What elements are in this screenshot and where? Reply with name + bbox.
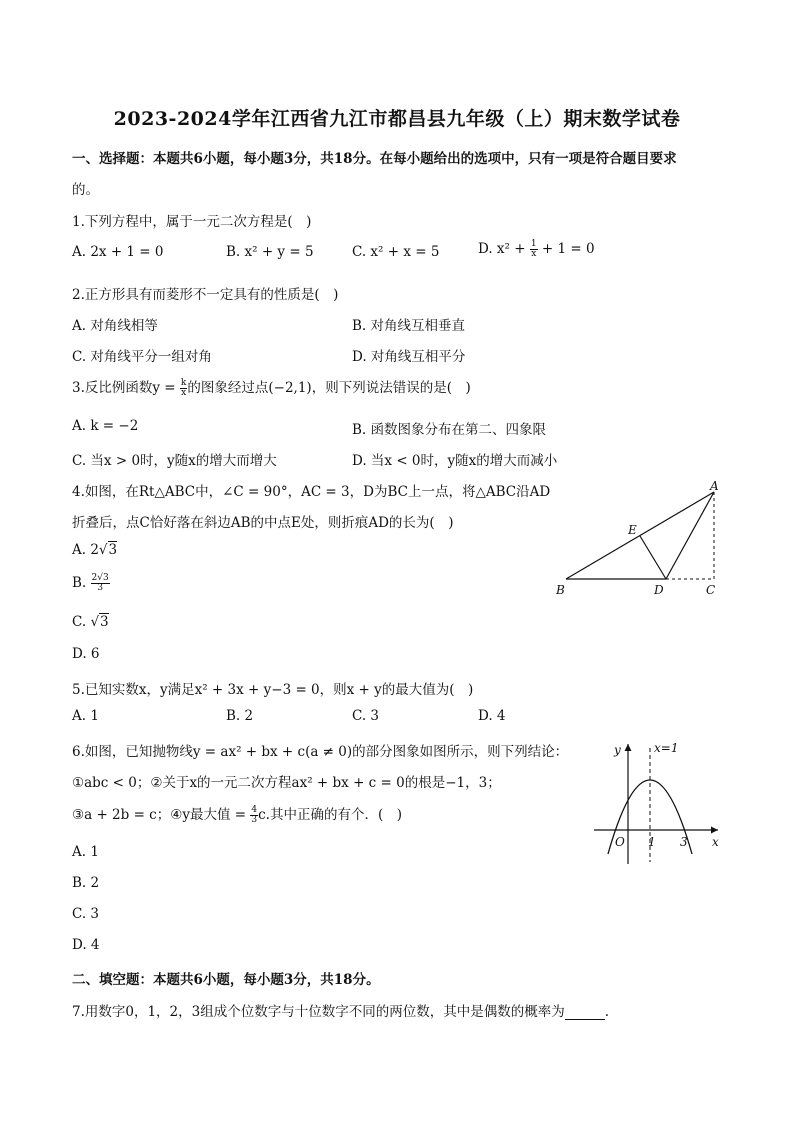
- q6-denominator: 3: [251, 815, 258, 825]
- q4-segment-ab: [566, 492, 714, 579]
- q2-option-b: B. 对角线互相垂直: [352, 318, 466, 334]
- q1-option-d-suffix: + 1 = 0: [537, 241, 595, 257]
- q4-b-prefix: B.: [72, 575, 91, 591]
- q1-stem: 1.下列方程中，属于一元二次方程是( ): [72, 214, 312, 230]
- q4-stem-line1: 4.如图，在Rt△ABC中，∠C = 90°，AC = 3，D为BC上一点，将△ABC沿AD: [72, 484, 551, 500]
- q1-d-numerator: 1: [530, 239, 537, 249]
- q4-b-denominator: 3: [97, 583, 103, 593]
- q4-b-numerator: 2√3: [91, 573, 109, 583]
- q1-option-d-fraction: [530, 240, 538, 259]
- q4-label-d: D: [654, 583, 664, 597]
- q6-label-y: y: [614, 743, 621, 757]
- q4-option-b: [72, 574, 110, 593]
- q7-stem: [72, 1000, 609, 1020]
- page-title: 2023-2024学年江西省九江市都昌县九年级（上）期末数学试卷: [113, 108, 681, 130]
- q6-option-d: D. 4: [72, 937, 100, 953]
- q1-option-d-prefix: D. x² +: [478, 241, 530, 257]
- q3-option-a: A. k = −2: [72, 418, 139, 434]
- q6-label-origin: O: [615, 835, 625, 849]
- q4-c-radicand: 3: [100, 614, 109, 630]
- q6-option-b: B. 2: [72, 875, 100, 891]
- q6-stem3-suffix: c.其中正确的有个．( ): [258, 807, 402, 823]
- q6-label-x: x: [712, 835, 719, 849]
- q4-option-c: [72, 614, 109, 630]
- q4-label-e: E: [628, 523, 637, 537]
- q6-stem-line3: [72, 803, 402, 825]
- q4-a-prefix: A. 2: [72, 542, 99, 558]
- q3-option-b: B. 函数图象分布在第二、四象限: [352, 422, 547, 438]
- q6-label-three: 3: [680, 835, 688, 849]
- q5-stem: 5.已知实数x，y满足x² + 3x + y−3 = 0，则x + y的最大值为( ): [72, 682, 474, 698]
- q4-label-b: B: [556, 583, 565, 597]
- q2-stem: 2.正方形具有而菱形不一定具有的性质是( ): [72, 287, 339, 303]
- q4-option-a: [72, 542, 117, 558]
- q2-option-a: A. 对角线相等: [72, 318, 158, 334]
- q6-stem3-fraction: [250, 806, 258, 825]
- q3-denominator: x: [181, 388, 187, 398]
- q6-label-axis: x=1: [654, 741, 679, 755]
- q1-option-c: C. x² + x = 5: [352, 244, 440, 260]
- q4-label-a: A: [710, 479, 719, 493]
- q4-a-sqrt-sign: √: [98, 542, 108, 558]
- q6-stem3-prefix: ③a + 2b = c；④y最大值 =: [72, 807, 251, 823]
- q4-segment-ad: [666, 492, 714, 579]
- q5-option-c: C. 3: [352, 708, 380, 724]
- q2-option-d: D. 对角线互相平分: [352, 349, 466, 365]
- q6-parabola-figure: [588, 736, 728, 868]
- section2-heading-text: 二、填空题：本题共6小题，每小题3分，共18分。: [72, 972, 380, 988]
- q3-numerator: k: [180, 378, 187, 388]
- q7-stem-text: 7.用数字0，1，2，3组成个位数字与十位数字不同的两位数，其中是偶数的概率为: [72, 1004, 565, 1020]
- q4-stem-line2: 折叠后，点C恰好落在斜边AB的中点E处，则折痕AD的长为( ): [72, 515, 454, 531]
- section1-heading: 一、选择题：本题共6小题，每小题3分，共18分。在每小题给出的选项中，只有一项是符合题目要求: [72, 151, 677, 167]
- q4-triangle-figure: [548, 478, 728, 602]
- q3-stem-prefix: 3.反比例函数y =: [72, 380, 180, 396]
- q3-option-c: C. 当x > 0时，y随x的增大而增大: [72, 453, 277, 469]
- q5-option-a: A. 1: [72, 708, 99, 724]
- q6-stem-line1: 6.如图，已知抛物线y = ax² + bx + c(a ≠ 0)的部分图象如图所示，则下列结论：: [72, 744, 569, 760]
- q2-option-c: C. 对角线平分一组对角: [72, 349, 212, 365]
- q1-option-b: B. x² + y = 5: [226, 244, 314, 260]
- q4-label-c: C: [706, 583, 716, 597]
- q1-option-d: [478, 240, 595, 259]
- q6-label-one: 1: [648, 835, 656, 849]
- q3-option-d: D. 当x < 0时，y随x的增大而减小: [352, 453, 558, 469]
- q5-option-b: B. 2: [226, 708, 254, 724]
- section1-heading-cont: 的。: [72, 182, 99, 198]
- q6-stem-line2: ①abc < 0；②关于x的一元二次方程ax² + bx + c = 0的根是−1，3；: [72, 775, 501, 791]
- q4-c-sqrt-sign: √: [90, 614, 100, 630]
- q1-d-denominator: x: [531, 249, 537, 259]
- q6-option-c: C. 3: [72, 906, 100, 922]
- q4-a-radicand: 3: [108, 542, 118, 558]
- q6-numerator: 4: [251, 805, 258, 815]
- q4-b-fraction: [91, 574, 110, 593]
- q1-option-a: A. 2x + 1 = 0: [72, 244, 164, 260]
- q3-stem-suffix: 的图象经过点(−2,1)，则下列说法错误的是( ): [187, 380, 471, 396]
- q5-option-d: D. 4: [478, 708, 506, 724]
- q6-option-a: A. 1: [72, 844, 99, 860]
- q4-option-d: D. 6: [72, 646, 100, 662]
- q7-stem-end: .: [604, 1004, 610, 1020]
- q4-c-prefix: C.: [72, 614, 91, 630]
- q3-stem: [72, 376, 471, 398]
- q7-answer-blank[interactable]: [565, 1007, 605, 1020]
- q4-segment-ed: [640, 536, 666, 579]
